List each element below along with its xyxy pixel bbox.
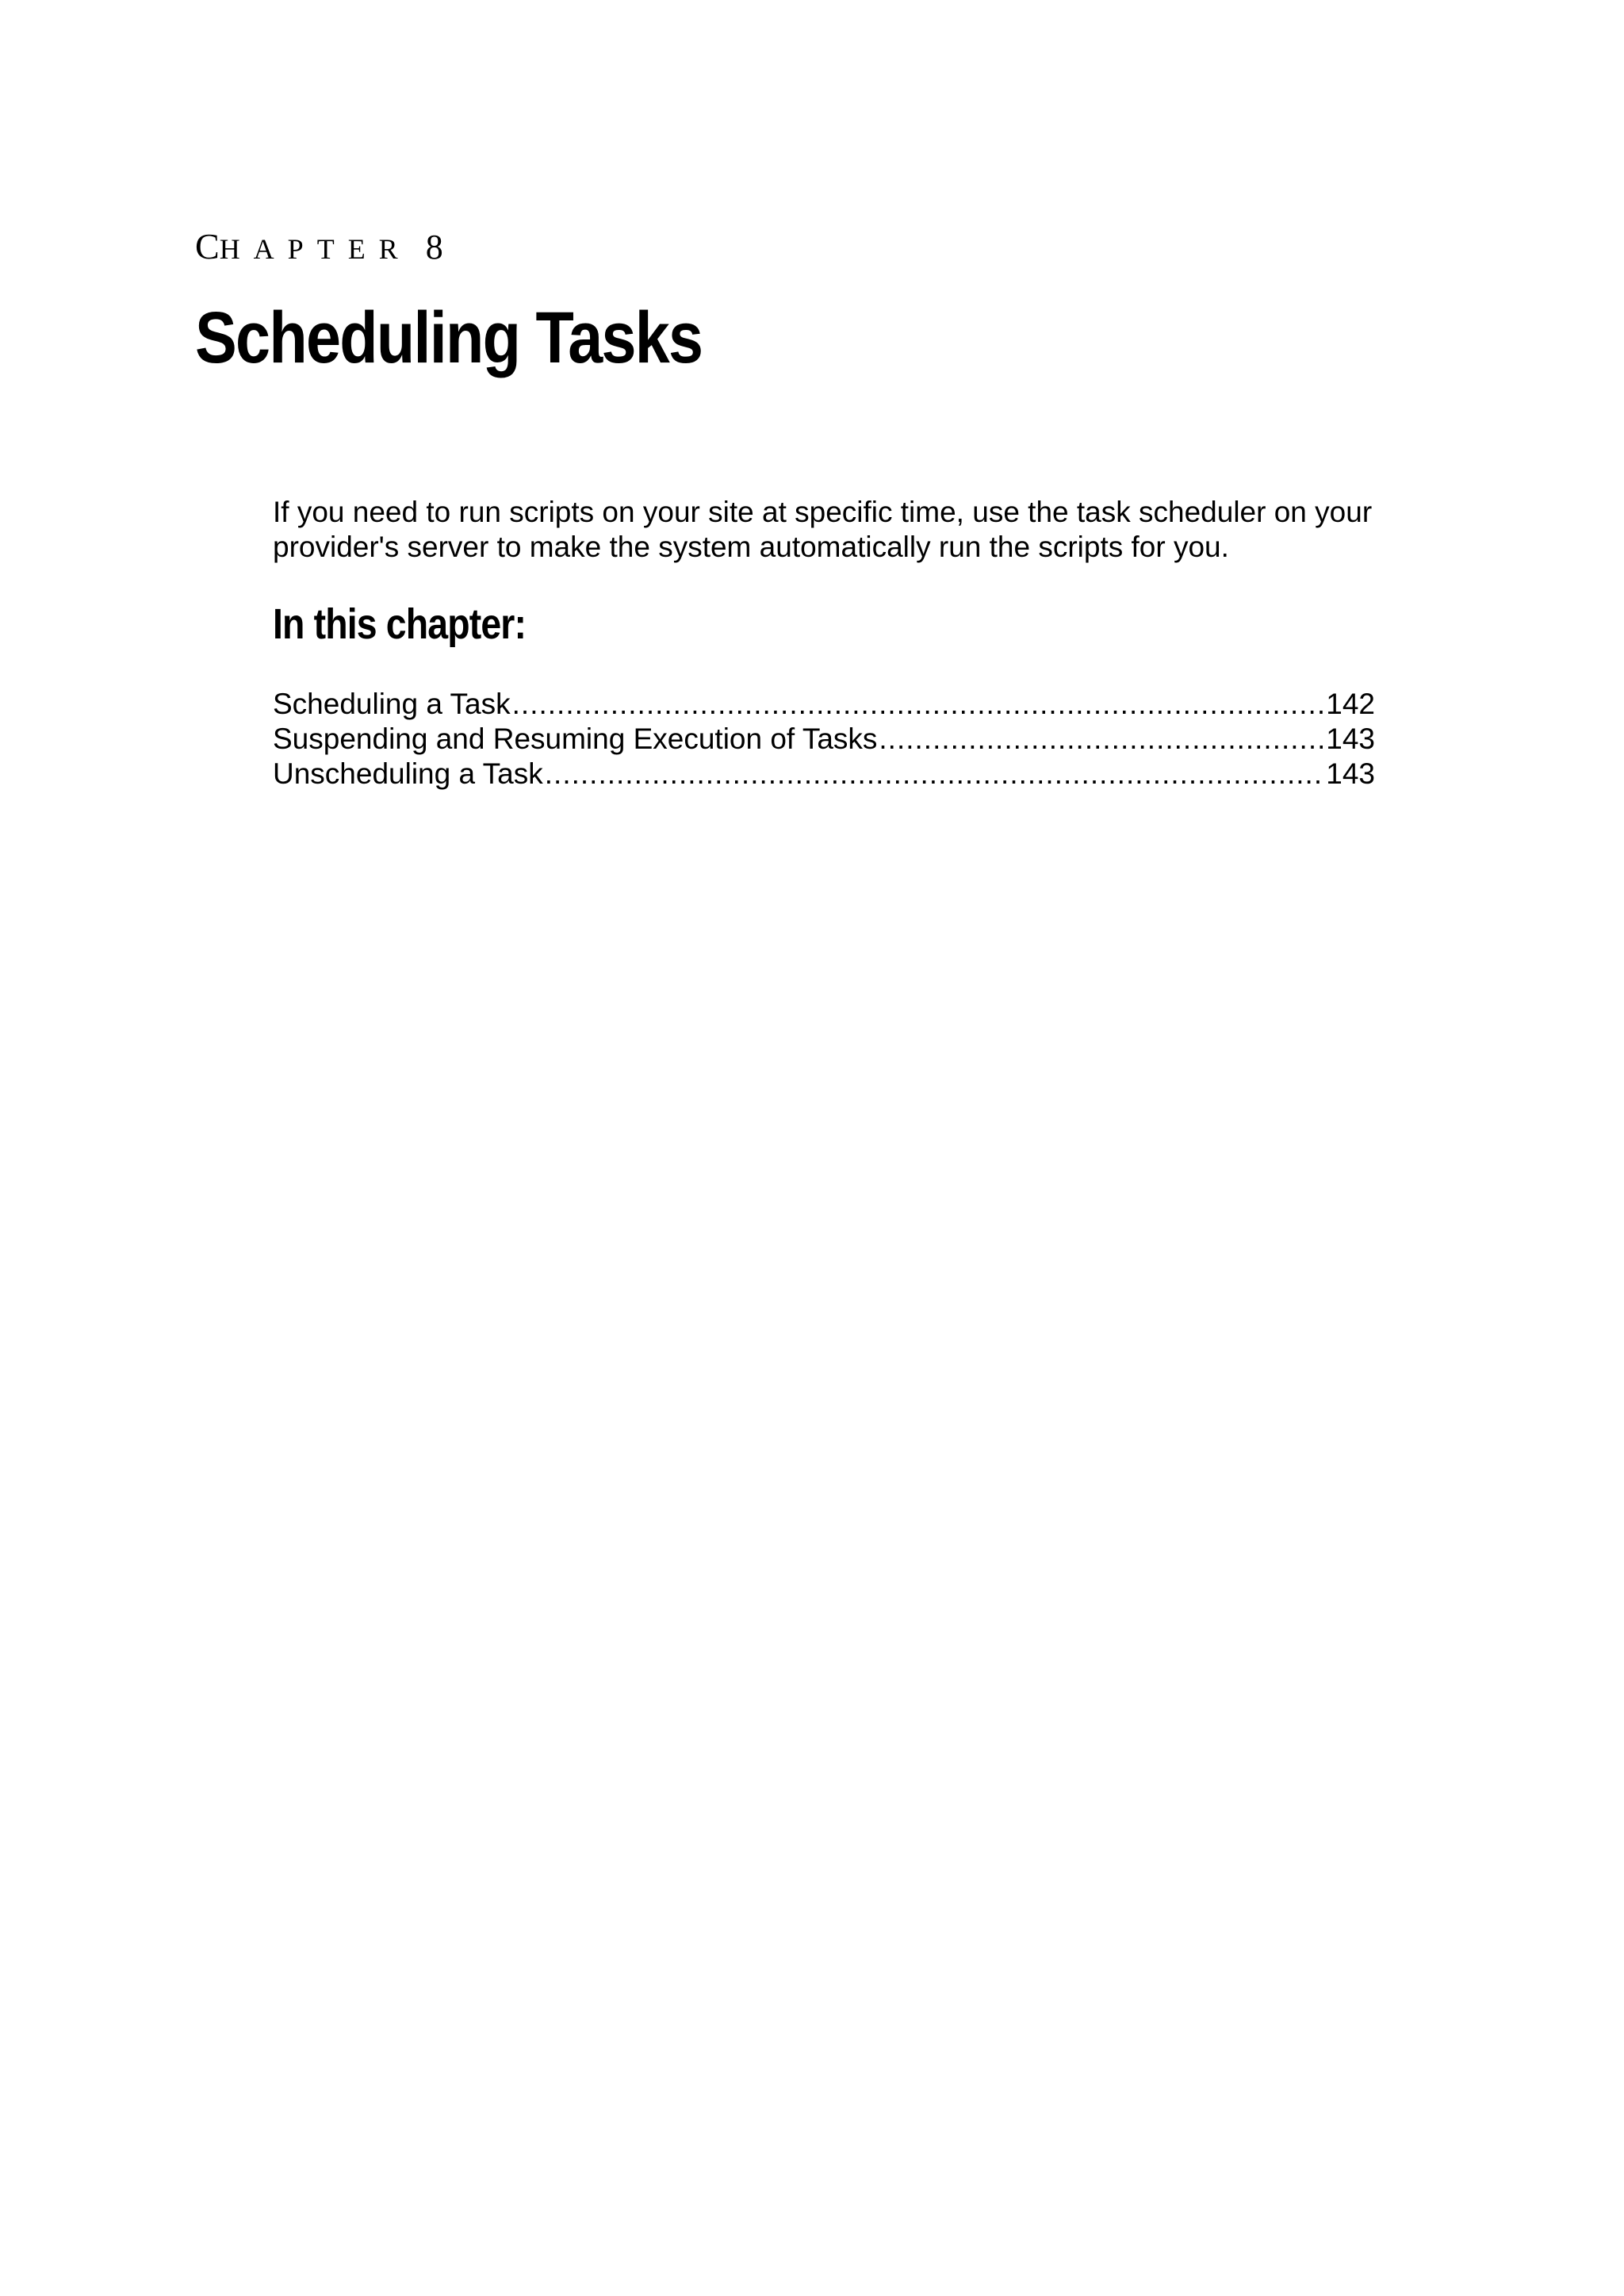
chapter-title: Scheduling Tasks xyxy=(195,297,703,378)
toc-entry-page: 143 xyxy=(1326,723,1375,755)
toc-entry-page: 143 xyxy=(1326,757,1375,790)
table-of-contents xyxy=(273,687,1375,792)
toc-entry[interactable] xyxy=(273,687,1375,722)
toc-entry-title: Unscheduling a Task xyxy=(273,757,543,790)
chapter-number: 8 xyxy=(425,228,443,266)
chapter-intro: If you need to run scripts on your site at specific time, use the task scheduler on your provider's server to make the system automatically run the scripts for you. xyxy=(273,496,1373,563)
toc-entry[interactable] xyxy=(273,757,1375,792)
toc-dot-leader xyxy=(545,757,1323,792)
toc-entry-page: 142 xyxy=(1326,688,1375,720)
chapter-label-initial: C xyxy=(195,226,220,266)
toc-dot-leader xyxy=(512,687,1323,722)
chapter-label-rest: HAPTER xyxy=(219,233,412,265)
chapter-label xyxy=(195,228,443,265)
toc-entry-title: Suspending and Resuming Execution of Tasks xyxy=(273,723,878,755)
toc-entry-title: Scheduling a Task xyxy=(273,688,511,720)
toc-entry[interactable] xyxy=(273,722,1375,757)
toc-dot-leader xyxy=(879,722,1323,757)
toc-heading: In this chapter: xyxy=(273,600,527,648)
